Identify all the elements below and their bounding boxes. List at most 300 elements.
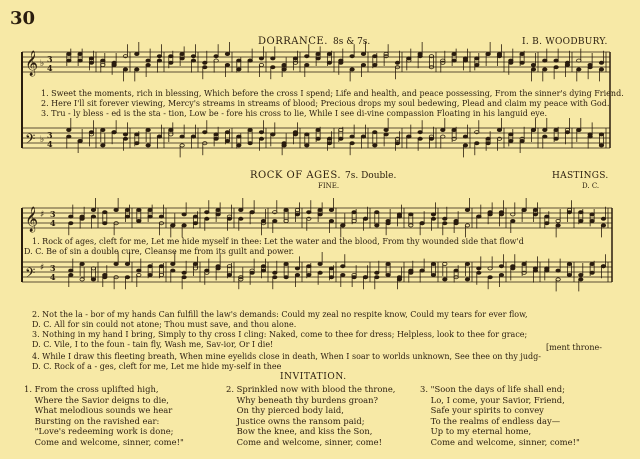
note-head: [350, 55, 354, 58]
note-head: [273, 271, 277, 274]
note-head: [80, 262, 84, 265]
note-head: [271, 133, 275, 136]
hymn2-verse-1: 1. Rock of ages, cleft for me, Let me hide myself in thee: Let the water and the blood, From thy wounded side that flow'd: [32, 237, 524, 246]
svg-text:♭: ♭: [40, 59, 45, 69]
hymn2-composer: HASTINGS.: [552, 171, 609, 181]
note-head: [182, 224, 186, 227]
note-head: [397, 276, 401, 279]
note-head: [318, 213, 322, 216]
note-head: [352, 219, 356, 222]
note-head: [250, 211, 254, 214]
note-head: [305, 63, 309, 66]
note-head: [386, 222, 390, 225]
note-head: [69, 215, 73, 218]
note-head: [499, 213, 503, 216]
svg-text:4: 4: [50, 272, 56, 282]
note-head: [293, 57, 297, 60]
note-head: [531, 128, 535, 131]
note-head: [135, 52, 139, 55]
note-head: [601, 224, 605, 227]
note-head: [282, 142, 286, 145]
note-head: [601, 265, 605, 268]
note-head: [237, 59, 241, 62]
note-head: [533, 213, 537, 216]
note-head: [341, 265, 345, 268]
note-head: [237, 135, 241, 138]
note-head: [601, 217, 605, 220]
note-head: [579, 278, 583, 281]
note-head: [556, 278, 560, 281]
note-head: [329, 208, 333, 211]
note-head: [101, 59, 105, 62]
hymn2-verse-1-dc: D. C. Be of sin a double cure, Cleanse me from its guilt and power.: [24, 247, 295, 256]
note-head: [465, 262, 469, 265]
note-head: [227, 217, 231, 220]
note-head: [148, 208, 152, 211]
note-head: [420, 222, 424, 225]
note-head: [339, 61, 343, 64]
note-head: [339, 137, 343, 140]
svg-text:𝄞: 𝄞: [25, 207, 39, 232]
note-head: [157, 59, 161, 62]
note-head: [554, 66, 558, 69]
hymn1-composer: I. B. WOODBURY.: [522, 37, 608, 47]
note-head: [373, 144, 377, 147]
note-head: [305, 133, 309, 136]
note-head: [89, 57, 93, 60]
note-head: [363, 276, 367, 279]
note-head: [577, 68, 581, 71]
note-head: [123, 133, 127, 136]
note-head: [214, 55, 218, 58]
note-head: [339, 128, 343, 131]
note-head: [305, 144, 309, 147]
note-head: [431, 262, 435, 265]
note-head: [441, 128, 445, 131]
note-head: [250, 271, 254, 274]
note-head: [78, 139, 82, 142]
hymn1-verse-1: 1. Sweet the moments, rich in blessing, Which before the cross I spend; Life and health, and peace possessing, From the sinner's dying Friend.: [41, 89, 624, 98]
svg-text:♭: ♭: [40, 135, 45, 145]
note-head: [69, 222, 73, 225]
note-head: [375, 211, 379, 214]
note-head: [316, 137, 320, 140]
note-head: [599, 144, 603, 147]
note-head: [329, 219, 333, 222]
note-head: [465, 278, 469, 281]
note-head: [477, 267, 481, 270]
note-head: [295, 213, 299, 216]
note-head: [556, 224, 560, 227]
note-head: [159, 265, 163, 268]
note-head: [443, 278, 447, 281]
note-head: [431, 213, 435, 216]
note-head: [329, 276, 333, 279]
note-head: [225, 131, 229, 134]
note-head: [475, 63, 479, 66]
note-head: [463, 135, 467, 138]
note-head: [101, 144, 105, 147]
svg-text:4: 4: [47, 139, 53, 149]
note-head: [103, 211, 107, 214]
note-head: [216, 267, 220, 270]
note-head: [327, 137, 331, 140]
note-head: [520, 139, 524, 142]
note-head: [486, 137, 490, 140]
hymn1-verse-2: 2. Here I'll sit forever viewing, Mercy's streams in streams of blood; Precious drops my soul bedewing, Plead and claim my peace with God.: [41, 99, 610, 108]
note-head: [191, 59, 195, 62]
note-head: [373, 63, 377, 66]
note-head: [89, 61, 93, 64]
note-head: [599, 68, 603, 71]
svg-text:𝄞: 𝄞: [25, 51, 39, 76]
svg-text:4: 4: [47, 63, 53, 73]
note-head: [169, 128, 173, 131]
svg-text:𝄢: 𝄢: [25, 131, 36, 150]
invitation-verse-2: 2. Sprinkled now with blood the throne, Why beneath thy burdens groan? On thy pierced body laid, Justice owns the ransom paid; Bow the knee, and kiss the Son, Come and welcome, sinner, come!: [226, 384, 396, 447]
note-head: [103, 222, 107, 225]
note-head: [341, 224, 345, 227]
invitation-verse-3: 3. "Soon the days of life shall end; Lo, I come, your Savior, Friend, Safe your spirits to convey To the realms of endless day— Up to my eternal home, Come and welcome, sinner, come!": [420, 384, 580, 447]
note-head: [454, 219, 458, 222]
note-head: [159, 215, 163, 218]
note-head: [137, 219, 141, 222]
note-head: [565, 63, 569, 66]
invitation-verse-1: 1. From the cross uplifted high, Where the Savior deigns to die, What melodious sounds we hear Bursting on the ravished ear: "Love's redeeming work is done; Come and welcome, sinner, come!": [24, 384, 184, 447]
note-head: [67, 128, 71, 131]
hymn2-verse-2-dc: D. C. All for sin could not atone; Thou must save, and thou alone.: [32, 320, 297, 329]
note-head: [384, 52, 388, 55]
note-head: [531, 68, 535, 71]
note-head: [375, 224, 379, 227]
note-head: [327, 142, 331, 145]
note-head: [520, 52, 524, 55]
note-head: [137, 273, 141, 276]
note-head: [248, 142, 252, 145]
note-head: [237, 68, 241, 71]
note-head: [293, 131, 297, 134]
note-head: [282, 63, 286, 66]
note-head: [454, 269, 458, 272]
note-head: [135, 133, 139, 136]
note-head: [407, 135, 411, 138]
note-head: [203, 61, 207, 64]
note-head: [295, 273, 299, 276]
note-head: [169, 55, 173, 58]
hymn2-verse-3: 3. Nothing in my hand I bring, Simply to thy cross I cling: Naked, come to thee for dress; Helpless, look to thee for grace;: [32, 330, 528, 339]
note-head: [157, 55, 161, 58]
note-head: [463, 144, 467, 147]
note-head: [431, 217, 435, 220]
note-head: [316, 52, 320, 55]
note-head: [103, 273, 107, 276]
note-head: [384, 133, 388, 136]
note-head: [431, 273, 435, 276]
note-head: [497, 52, 501, 55]
note-head: [193, 262, 197, 265]
note-head: [543, 128, 547, 131]
note-head: [545, 267, 549, 270]
note-head: [180, 144, 184, 147]
note-head: [509, 61, 513, 64]
hymn2-title: ROCK OF AGES.: [250, 170, 342, 181]
note-head: [545, 222, 549, 225]
note-head: [114, 208, 118, 211]
note-head: [261, 269, 265, 272]
note-head: [567, 262, 571, 265]
note-head: [248, 59, 252, 62]
note-head: [237, 144, 241, 147]
note-head: [112, 131, 116, 134]
note-head: [125, 208, 129, 211]
hymn1-verse-3: 3. Tru - ly bless - ed is the sta - tion, Low be - fore his cross to lie, While I see di-vine compassion Floating in his languid eye.: [41, 109, 547, 118]
note-head: [543, 59, 547, 62]
note-head: [531, 63, 535, 66]
note-head: [135, 68, 139, 71]
note-head: [443, 222, 447, 225]
note-head: [125, 215, 129, 218]
svg-text:3: 3: [50, 263, 56, 273]
note-head: [225, 139, 229, 142]
note-head: [80, 278, 84, 281]
note-head: [135, 142, 139, 145]
svg-text:♯: ♯: [40, 210, 45, 220]
note-head: [259, 63, 263, 66]
note-head: [522, 262, 526, 265]
hymn1-title: DORRANCE.: [258, 36, 328, 47]
note-head: [373, 55, 377, 58]
note-head: [239, 208, 243, 211]
note-head: [588, 135, 592, 138]
note-head: [284, 208, 288, 211]
note-head: [307, 211, 311, 214]
note-head: [295, 267, 299, 270]
note-head: [282, 68, 286, 71]
note-head: [271, 66, 275, 69]
note-head: [180, 57, 184, 60]
note-head: [318, 262, 322, 265]
note-head: [137, 269, 141, 272]
svg-text:𝄢: 𝄢: [25, 265, 36, 284]
note-head: [554, 59, 558, 62]
note-head: [361, 52, 365, 55]
note-head: [590, 271, 594, 274]
note-head: [420, 269, 424, 272]
note-head: [384, 128, 388, 131]
svg-text:3: 3: [47, 54, 53, 64]
note-head: [159, 273, 163, 276]
note-head: [577, 128, 581, 131]
note-head: [452, 52, 456, 55]
note-head: [499, 273, 503, 276]
note-head: [397, 213, 401, 216]
note-head: [171, 224, 175, 227]
note-head: [375, 276, 379, 279]
note-head: [554, 128, 558, 131]
note-head: [205, 217, 209, 220]
note-head: [101, 63, 105, 66]
note-head: [443, 262, 447, 265]
note-head: [137, 208, 141, 211]
note-head: [590, 262, 594, 265]
note-head: [261, 265, 265, 268]
note-head: [327, 52, 331, 55]
svg-text:3: 3: [50, 209, 56, 219]
note-head: [191, 55, 195, 58]
note-head: [171, 262, 175, 265]
note-head: [67, 59, 71, 62]
hymn2-verse-4-dc: D. C. Rock of a - ges, cleft for me, Let me hide my-self in thee: [32, 362, 282, 371]
note-head: [305, 55, 309, 58]
note-head: [318, 271, 322, 274]
note-head: [386, 273, 390, 276]
note-head: [409, 213, 413, 216]
note-head: [590, 219, 594, 222]
note-head: [182, 271, 186, 274]
note-head: [273, 219, 277, 222]
note-head: [101, 128, 105, 131]
note-head: [80, 215, 84, 218]
note-head: [316, 128, 320, 131]
note-head: [259, 137, 263, 140]
note-head: [465, 224, 469, 227]
hymn2-verse-3-dc: D. C. Vile, I to the foun - tain fly, Wash me, Sav-ior, Or I die!: [32, 340, 274, 349]
note-head: [146, 144, 150, 147]
note-head: [273, 276, 277, 279]
note-head: [520, 61, 524, 64]
note-head: [157, 135, 161, 138]
note-head: [91, 215, 95, 218]
note-head: [284, 262, 288, 265]
note-head: [203, 131, 207, 134]
note-head: [78, 52, 82, 55]
note-head: [543, 135, 547, 138]
note-head: [579, 211, 583, 214]
note-head: [148, 273, 152, 276]
note-head: [307, 273, 311, 276]
note-head: [361, 63, 365, 66]
note-head: [193, 215, 197, 218]
note-head: [146, 128, 150, 131]
note-head: [543, 68, 547, 71]
note-head: [123, 68, 127, 71]
note-head: [599, 133, 603, 136]
note-head: [395, 142, 399, 145]
note-head: [225, 63, 229, 66]
note-head: [363, 217, 367, 220]
note-head: [193, 222, 197, 225]
note-head: [545, 215, 549, 218]
note-head: [486, 142, 490, 145]
note-head: [499, 265, 503, 268]
note-head: [78, 59, 82, 62]
dc-mark: D. C.: [582, 182, 600, 190]
note-head: [180, 52, 184, 55]
note-head: [271, 57, 275, 60]
note-head: [475, 57, 479, 60]
note-head: [567, 273, 571, 276]
note-head: [125, 262, 129, 265]
note-head: [182, 276, 186, 279]
note-head: [259, 131, 263, 134]
note-head: [418, 55, 422, 58]
note-head: [205, 211, 209, 214]
note-head: [579, 273, 583, 276]
note-head: [588, 66, 592, 69]
note-head: [114, 262, 118, 265]
svg-text:3: 3: [47, 130, 53, 140]
note-head: [182, 213, 186, 216]
note-head: [599, 61, 603, 64]
hymn1-meter: 8s & 7s.: [333, 37, 371, 47]
note-head: [239, 217, 243, 220]
hymn2-verse-2: 2. Not the la - bor of my hands Can fulfill the law's demands: Could my zeal no respite know, Could my tears for ever flow,: [32, 310, 528, 319]
note-head: [146, 63, 150, 66]
note-head: [452, 128, 456, 131]
note-head: [590, 213, 594, 216]
note-head: [248, 128, 252, 131]
note-head: [465, 208, 469, 211]
note-head: [112, 61, 116, 64]
note-head: [91, 208, 95, 211]
note-head: [125, 276, 129, 279]
note-head: [214, 133, 218, 136]
note-head: [554, 137, 558, 140]
note-head: [216, 208, 220, 211]
note-head: [418, 131, 422, 134]
note-head: [556, 219, 560, 222]
note-head: [295, 208, 299, 211]
note-head: [565, 131, 569, 134]
note-head: [533, 208, 537, 211]
note-head: [395, 61, 399, 64]
note-head: [307, 265, 311, 268]
page-number: 30: [10, 8, 36, 29]
note-head: [452, 59, 456, 62]
note-head: [418, 137, 422, 140]
note-head: [373, 131, 377, 134]
note-head: [522, 208, 526, 211]
note-head: [123, 137, 127, 140]
note-head: [227, 273, 231, 276]
note-head: [463, 57, 467, 60]
note-head: [350, 68, 354, 71]
note-head: [488, 276, 492, 279]
note-head: [509, 133, 513, 136]
hymn2-verse-4-continuation: [ment throne-: [546, 343, 602, 352]
note-head: [146, 59, 150, 62]
hymn2-verse-4: 4. While I draw this fleeting breath, When mine eyelids close in death, When I soar to worlds unknown, See thee on thy judg-: [32, 352, 542, 361]
note-head: [203, 66, 207, 69]
note-head: [69, 273, 73, 276]
note-head: [69, 269, 73, 272]
note-head: [350, 142, 354, 145]
note-head: [497, 128, 501, 131]
note-head: [225, 52, 229, 55]
note-head: [556, 269, 560, 272]
note-head: [171, 269, 175, 272]
note-head: [316, 57, 320, 60]
note-head: [475, 142, 479, 145]
note-head: [579, 219, 583, 222]
note-head: [148, 215, 152, 218]
note-head: [91, 278, 95, 281]
note-head: [386, 262, 390, 265]
note-head: [409, 269, 413, 272]
note-head: [67, 52, 71, 55]
note-head: [443, 217, 447, 220]
note-head: [352, 211, 356, 214]
